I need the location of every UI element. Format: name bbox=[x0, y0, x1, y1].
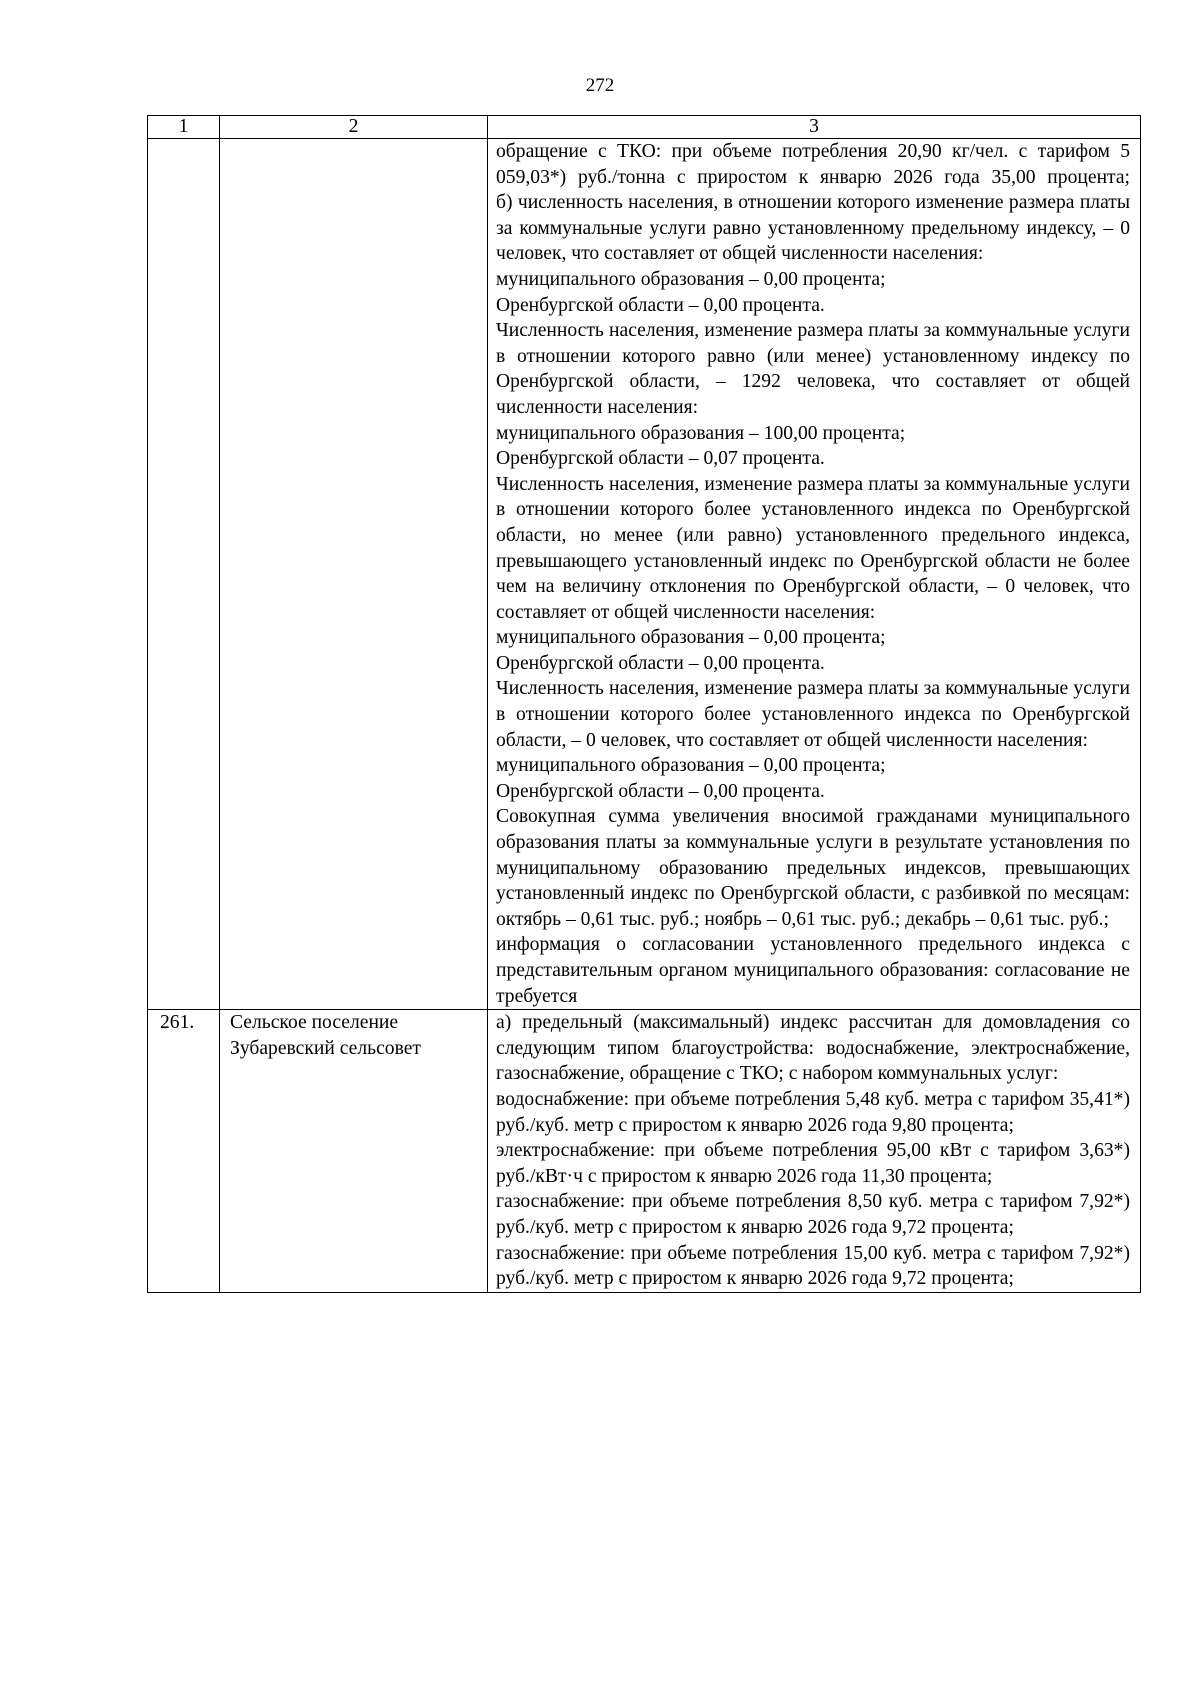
paragraph: Оренбургской области – 0,07 процента. bbox=[496, 448, 825, 470]
paragraph: обращение с ТКО: при объеме потребления 20,90 кг/чел. с тарифом 5 059,03*) руб./тонна с приростом к январю 2026 года 35,00 процента; bbox=[496, 141, 1130, 188]
row-description bbox=[488, 1010, 1141, 1293]
paragraph: Численность населения, изменение размера платы за коммунальные услуги в отношении которого более установленного индекса по Оренбургской области, но менее (или равно) установленного предельного индекса, превышающего установленный индекс по Оренбургской области не более чем на величину отклонения по Оренбургской области, – 0 человек, что составляет от общей численности населения: bbox=[496, 473, 1130, 623]
row-number bbox=[148, 139, 220, 1010]
table-row-continued bbox=[148, 139, 1141, 1010]
paragraph: муниципального образования – 0,00 процента; bbox=[496, 627, 886, 649]
column-header-2: 2 bbox=[220, 116, 488, 139]
paragraph: газоснабжение: при объеме потребления 15,00 куб. метра с тарифом 7,92*) руб./куб. метр с приростом к январю 2026 года 9,72 процента; bbox=[496, 1242, 1130, 1290]
municipality-name bbox=[220, 1010, 488, 1293]
paragraph: Оренбургской области – 0,00 процента. bbox=[496, 652, 825, 674]
paragraph: а) предельный (максимальный) индекс рассчитан для домовладения со следующим типом благоустройства: водоснабжение, электроснабжение, газоснабжение, обращение с ТКО; с набором коммунальных услуг: bbox=[496, 1012, 1130, 1085]
column-header-3: 3 bbox=[488, 116, 1141, 139]
paragraph: Совокупная сумма увеличения вносимой гражданами муниципального образования платы за коммунальные услуги в результате установления по муниципальному образованию предельных индексов, превышающих установленный индекс по Оренбургской области, с разбивкой по месяцам: октябрь – 0,61 тыс. руб.; ноябрь – 0,61 тыс. руб.; декабрь – 0,61 тыс. руб.; bbox=[496, 806, 1130, 930]
municipality-name bbox=[220, 139, 488, 1010]
paragraph: газоснабжение: при объеме потребления 8,50 куб. метра с тарифом 7,92*) руб./куб. метр с приростом к январю 2026 года 9,72 процента; bbox=[496, 1191, 1130, 1238]
paragraph: б) численность населения, в отношении которого изменение размера платы за коммунальные услуги равно установленному предельному индексу, – 0 человек, что составляет от общей численности населения: bbox=[496, 192, 1130, 265]
paragraph: муниципального образования – 0,00 процента; bbox=[496, 268, 886, 290]
paragraph: муниципального образования – 0,00 процента; bbox=[496, 755, 886, 777]
paragraph: Численность населения, изменение размера платы за коммунальные услуги в отношении которого равно (или менее) установленному индексу по Оренбургской области, – 1292 человека, что составляет от общей численности населения: bbox=[496, 320, 1130, 418]
municipality-name-line: Зубаревский сельсовет bbox=[230, 1037, 421, 1059]
paragraph: информация о согласовании установленного предельного индекса с представительным органом муниципального образования: согласование не требуется bbox=[496, 934, 1130, 1007]
paragraph: электроснабжение: при объеме потребления 95,00 кВт с тарифом 3,63*) руб./кВт·ч с приростом к январю 2026 года 11,30 процента; bbox=[496, 1140, 1130, 1187]
table-header-row bbox=[148, 116, 1141, 139]
row-number: 261. bbox=[148, 1010, 220, 1293]
indices-table bbox=[147, 115, 1141, 1293]
row-description bbox=[488, 139, 1141, 1010]
paragraph: Оренбургской области – 0,00 процента. bbox=[496, 780, 825, 802]
paragraph: Оренбургской области – 0,00 процента. bbox=[496, 294, 825, 316]
paragraph: Численность населения, изменение размера платы за коммунальные услуги в отношении которого более установленного индекса по Оренбургской области, – 0 человек, что составляет от общей численности населения: bbox=[496, 678, 1130, 751]
table-row-261 bbox=[148, 1010, 1141, 1293]
municipality-name-line: Сельское поселение bbox=[230, 1012, 399, 1034]
paragraph: муниципального образования – 100,00 процента; bbox=[496, 422, 906, 444]
page-number: 272 bbox=[585, 75, 615, 96]
paragraph: водоснабжение: при объеме потребления 5,48 куб. метра с тарифом 35,41*) руб./куб. метр с приростом к январю 2026 года 9,80 процента; bbox=[496, 1088, 1130, 1136]
column-header-1: 1 bbox=[148, 116, 220, 139]
